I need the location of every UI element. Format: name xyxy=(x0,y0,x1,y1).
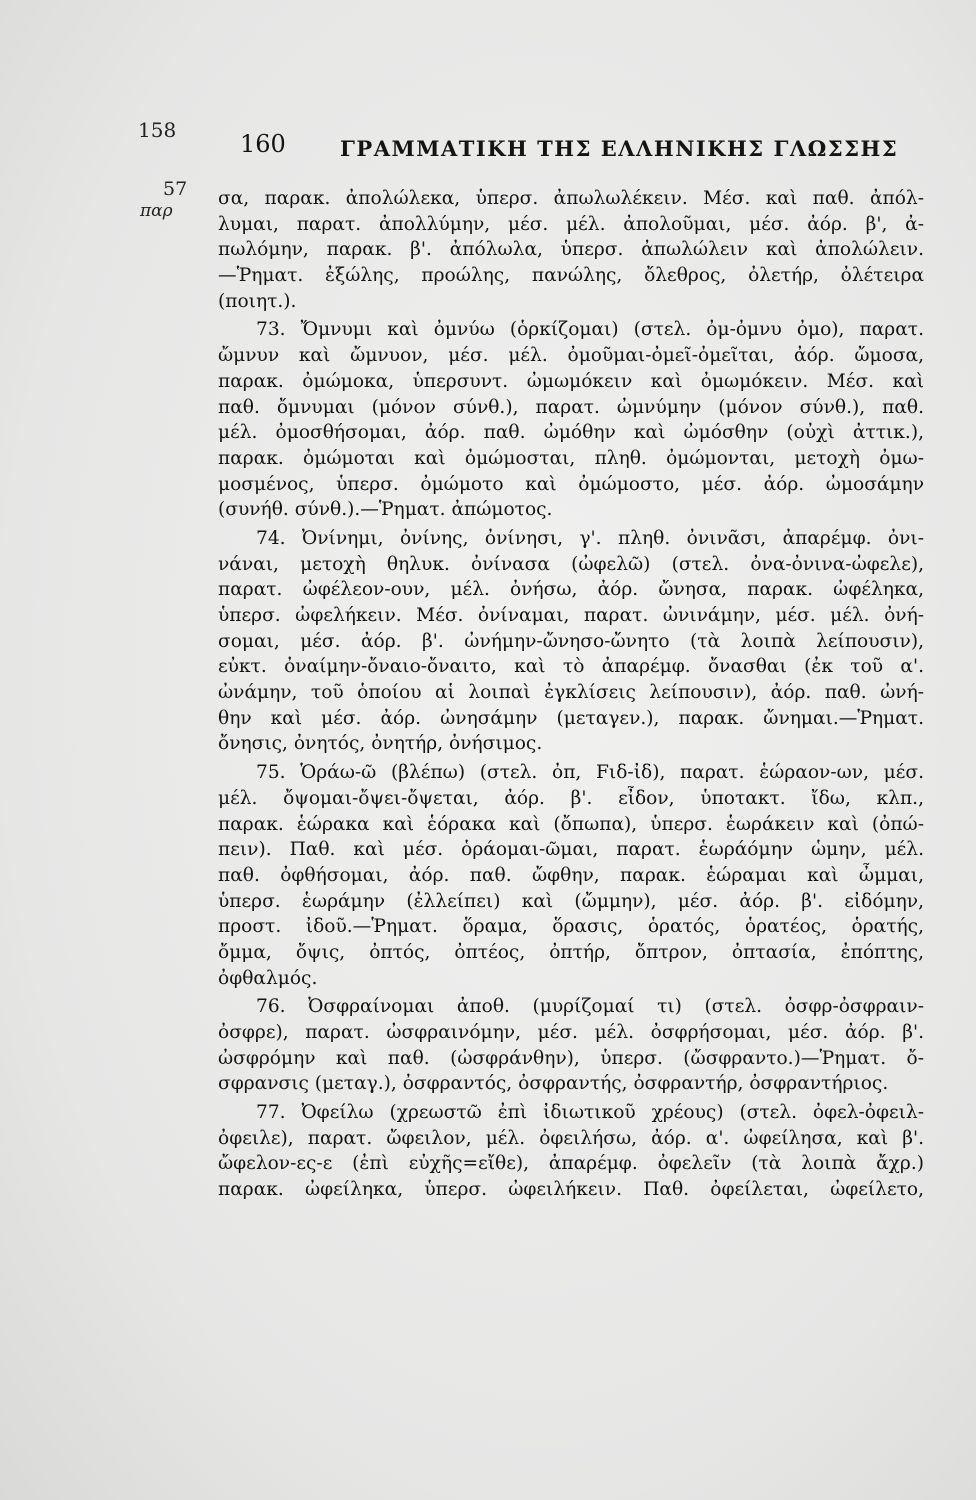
margin-page-number: 158 xyxy=(138,118,177,142)
text-line: πειν). Παθ. καὶ μέσ. ὁράομαι-ῶμαι, παρατ. ἑωράόμην ὡμην, μέλ. xyxy=(218,839,924,861)
text-line: θην καὶ μέσ. ἀόρ. ὠνησάμην (μεταγεν.), παρακ. ὤνημαι.—Ῥηματ. xyxy=(218,707,924,729)
text-line: παθ. ὄμνυμαι (μόνον σύνθ.), παρατ. ὠμνύμην (μόνον σύνθ.), παθ. xyxy=(218,396,924,418)
text-line: πωλόμην, παρακ. β'. ἀπόλωλα, ὑπερσ. ἀπωλώλειν καὶ ἀπολώλειν. xyxy=(218,239,924,261)
body-text xyxy=(218,186,924,1203)
text-line: παρακ. ὠφείληκα, ὑπερσ. ὠφειλήκειν. Παθ. ὀφείλεται, ὠφείλετο, xyxy=(218,1179,924,1201)
text-line: ὤφελον-ες-ε (ἐπὶ εὐχῆς=εἴθε), ἀπαρέμφ. ὀφελεῖν (τὰ λοιπὰ ἄχρ.) xyxy=(218,1153,924,1175)
text-line: μέλ. ὀμοσθήσομαι, ἀόρ. παθ. ὠμόθην καὶ ὠμόσθην (οὐχὶ ἀττικ.), xyxy=(218,422,924,444)
text-line: παρακ. ὀμώμοται καὶ ὀμώμοσται, πληθ. ὀμώμονται, μετοχὴ ὀμω- xyxy=(218,447,924,469)
text-line: νάναι, μετοχὴ θηλυκ. ὀνίνασα (ὠφελῶ) (στελ. ὀνα-ὀνινα-ὠφελε), xyxy=(218,553,924,575)
text-line: (ποιητ.). xyxy=(218,290,297,312)
entry-76-heading: 76. Ὀσφραίνομαι ἀποθ. (μυρίζομαί τι) (στελ. ὀσφρ-ὀσφραιν- xyxy=(256,996,924,1018)
running-head: ΓΡΑΜΜΑΤΙΚΗ ΤΗΣ ΕΛΛΗΝΙΚΗΣ ΓΛΩΣΣΗΣ xyxy=(340,136,899,161)
text-line: ὤμνυν καὶ ὤμνυον, μέσ. μέλ. ὀμοῦμαι-ὀμεῖ-ὀμεῖται, ἀόρ. ὤμοσα, xyxy=(218,345,924,367)
text-line: μοσμένος, ὑπερσ. ὀμώμοτο καὶ ὀμώμοστο, μέσ. ἀόρ. ὠμοσάμην xyxy=(218,473,924,495)
text-line: ὄνησις, ὀνητός, ὀνητήρ, ὀνήσιμος. xyxy=(218,733,543,755)
text-line: ὀφειλε), παρατ. ὤφειλον, μέλ. ὀφειλήσω, ἀόρ. α'. ὠφείλησα, καὶ β'. xyxy=(218,1127,924,1149)
text-line: σφρανσις (μεταγ.), ὀσφραντός, ὀσφραντής, ὀσφραντήρ, ὀσφραντήριος. xyxy=(218,1073,889,1095)
margin-note-number: 57 xyxy=(163,178,188,200)
page-number: 160 xyxy=(240,130,286,158)
entry-74-heading: 74. Ὀνίνημι, ὀνίνης, ὀνίνησι, γ'. πληθ. ὀνινᾶσι, ἀπαρέμφ. ὀνι- xyxy=(256,527,924,549)
text-line: σα, παρακ. ἀπολώλεκα, ὑπερσ. ἀπωλωλέκειν. Μέσ. καὶ παθ. ἀπόλ- xyxy=(218,188,924,209)
margin-note-abbr: παρ xyxy=(140,201,173,221)
text-line: ὑπερσ. ὠφελήκειν. Μέσ. ὀνίναμαι, παρατ. ὠνινάμην, μέσ. μέλ. ὀνή- xyxy=(218,605,924,626)
text-line: ὠσφρόμην καὶ παθ. (ὠσφράνθην), ὑπερσ. (ὤσφραντο.)—Ῥηματ. ὄ- xyxy=(218,1047,924,1069)
text-line: παρακ. ὀμώμοκα, ὑπερσυντ. ὠμωμόκειν καὶ ὀμωμόκειν. Μέσ. καὶ xyxy=(218,370,924,392)
text-line: (συνήθ. σύνθ.).—Ῥηματ. ἀπώμοτος. xyxy=(218,499,553,521)
text-line: παρατ. ὠφέλεον-ουν, μέλ. ὀνήσω, ἀόρ. ὤνησα, παρακ. ὠφέληκα, xyxy=(218,579,924,601)
text-line: ὄμμα, ὄψις, ὀπτός, ὀπτέος, ὀπτήρ, ὄπτρον, ὀπτασία, ἐπόπτης, xyxy=(218,941,924,963)
text-line: παρακ. ἑώρακα καὶ ἑόρακα καὶ (ὄπωπα), ὑπερσ. ἑωράκειν καὶ (ὀπώ- xyxy=(218,813,924,835)
entry-77-heading: 77. Ὀφείλω (χρεωστῶ ἐπὶ ἰδιωτικοῦ χρέους) (στελ. ὀφελ-ὀφειλ- xyxy=(256,1102,924,1124)
text-line: μέλ. ὄψομαι-ὄψει-ὄψεται, ἀόρ. β'. εἶδον, ὑποτακτ. ἴδω, κλπ., xyxy=(218,787,924,809)
text-line: ὀσφρε), παρατ. ὠσφραινόμην, μέσ. μέλ. ὀσφρήσομαι, μέσ. ἀόρ. β'. xyxy=(218,1022,924,1043)
entry-75-heading: 75. Ὁράω-ῶ (βλέπω) (στελ. ὀπ, Fιδ-ἰδ), παρατ. ἑώραον-ων, μέσ. xyxy=(256,762,924,784)
text-line: σομαι, μέσ. ἀόρ. β'. ὠνήμην-ὤνησο-ὤνητο (τὰ λοιπὰ λείπουσιν), xyxy=(218,630,924,652)
text-line: ὀφθαλμός. xyxy=(218,967,318,989)
text-line: ὠνάμην, τοῦ ὁποίου αἱ λοιπαὶ ἐγκλίσεις λείπουσιν), ἀόρ. παθ. ὠνή- xyxy=(218,682,924,704)
entry-73-heading: 73. Ὄμνυμι καὶ ὀμνύω (ὁρκίζομαι) (στελ. ὀμ-ὀμνυ ὀμο), παρατ. xyxy=(256,319,924,341)
text-line: παθ. ὀφθήσομαι, ἀόρ. παθ. ὤφθην, παρακ. ἑώραμαι καὶ ὦμμαι, xyxy=(218,864,924,886)
text-line: λυμαι, παρατ. ἀπολλύμην, μέσ. μέλ. ἀπολοῦμαι, μέσ. ἀόρ. β', ἀ- xyxy=(218,213,924,235)
text-line: ὑπερσ. ἑωράμην (ἐλλείπει) καὶ (ὤμμην), μέσ. ἀόρ. β'. εἰδόμην, xyxy=(218,890,924,912)
text-line: εὐκτ. ὀναίμην-ὄναιο-ὄναιτο, καὶ τὸ ἀπαρέμφ. ὄνασθαι (ἐκ τοῦ α'. xyxy=(218,656,924,678)
text-line: —Ῥηματ. ἐξώλης, προώλης, πανώλης, ὄλεθρος, ὀλετήρ, ὀλέτειρα xyxy=(218,265,924,287)
text-line: προστ. ἰδοῦ.—Ῥηματ. ὅραμα, ὅρασις, ὁρατός, ὁρατέος, ὁρατής, xyxy=(218,916,924,938)
